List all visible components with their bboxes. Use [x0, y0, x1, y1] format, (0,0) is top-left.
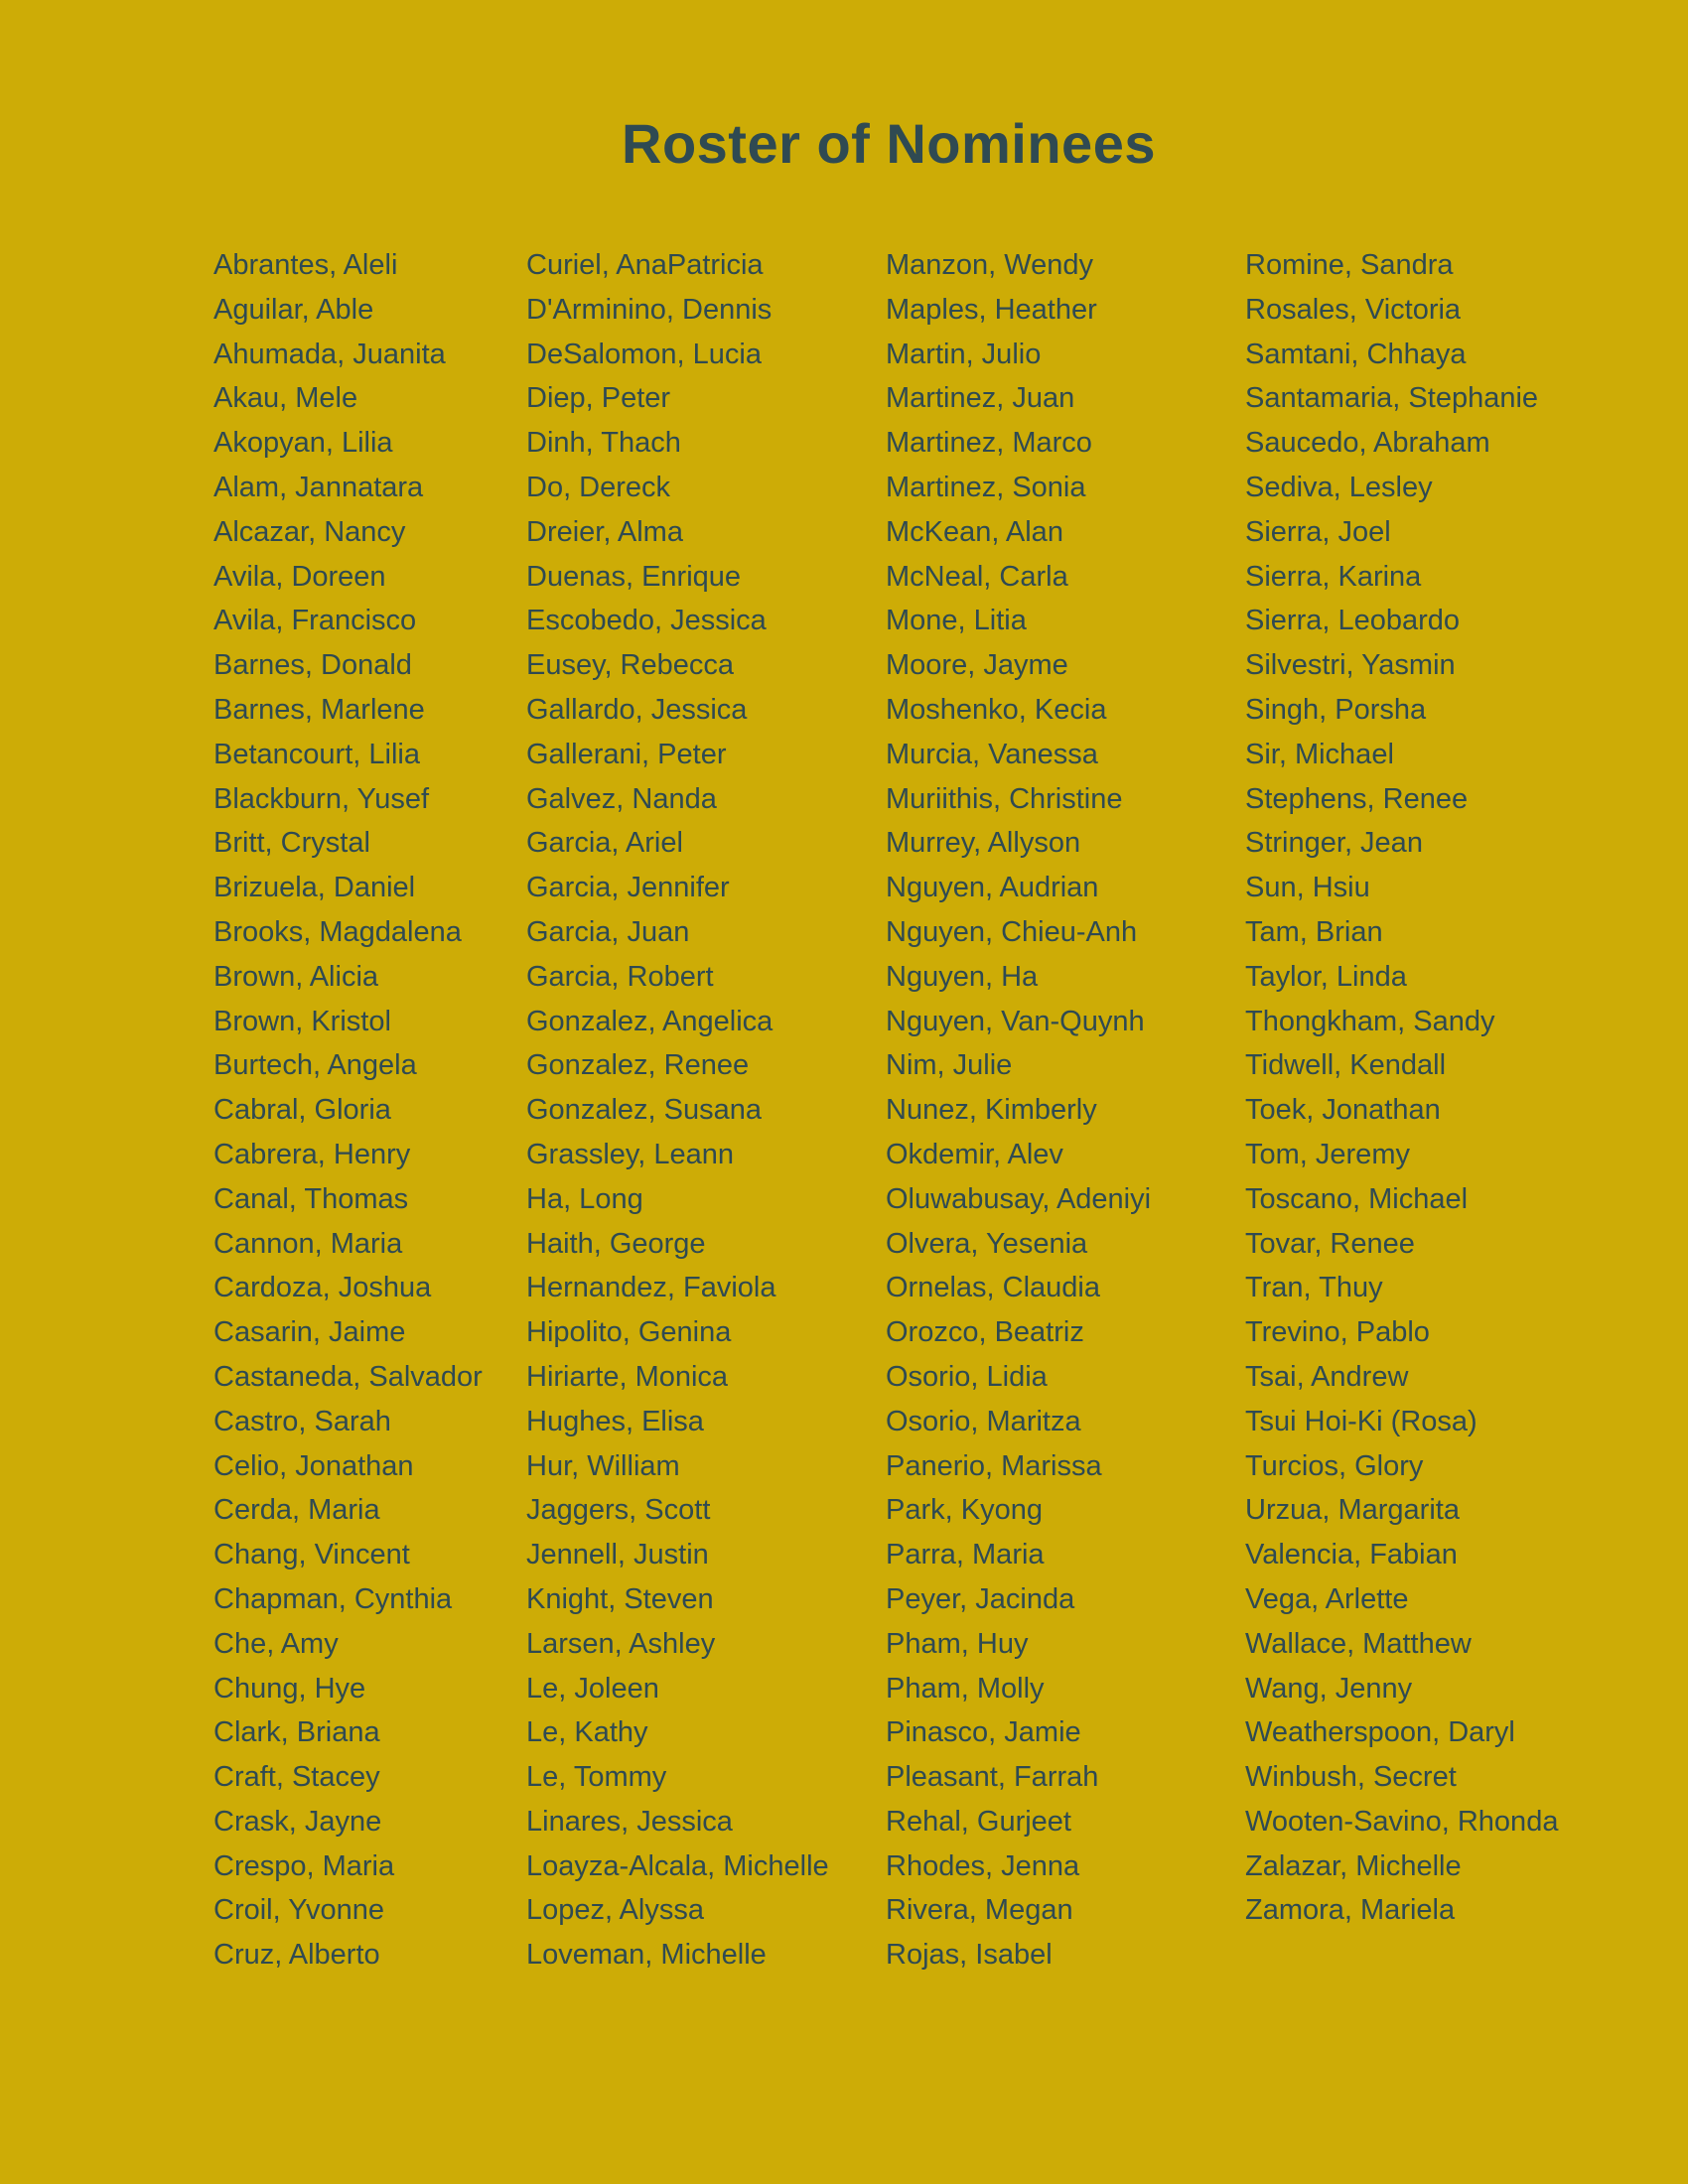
- nominee-name: Moore, Jayme: [886, 649, 1068, 682]
- nominee-name: Wang, Jenny: [1245, 1672, 1413, 1705]
- nominee-name: Osorio, Lidia: [886, 1360, 1048, 1393]
- nominee-name: Pinasco, Jamie: [886, 1716, 1081, 1749]
- nominee-name: Garcia, Ariel: [526, 827, 683, 860]
- nominee-name: Osorio, Maritza: [886, 1405, 1081, 1437]
- nominee-name: Toscano, Michael: [1245, 1182, 1469, 1215]
- nominee-name: Hipolito, Genina: [526, 1316, 732, 1349]
- nominee-name: Valencia, Fabian: [1245, 1539, 1458, 1571]
- nominee-name: Rehal, Gurjeet: [886, 1805, 1071, 1838]
- nominee-name: Escobedo, Jessica: [526, 605, 767, 637]
- nominee-name: Brizuela, Daniel: [213, 872, 416, 904]
- nominee-name: Martinez, Sonia: [886, 471, 1086, 503]
- nominee-name: Chang, Vincent: [213, 1539, 410, 1571]
- nominee-name: Mone, Litia: [886, 605, 1027, 637]
- nominee-name: Gallerani, Peter: [526, 738, 727, 770]
- nominee-name: Zamora, Mariela: [1245, 1894, 1456, 1927]
- nominee-column-2: [526, 243, 829, 1978]
- nominee-name: Ornelas, Claudia: [886, 1272, 1100, 1304]
- nominee-name: Sediva, Lesley: [1245, 471, 1433, 503]
- nominee-name: Chapman, Cynthia: [213, 1582, 453, 1615]
- nominee-name: Tsai, Andrew: [1245, 1360, 1409, 1393]
- nominee-name: Tam, Brian: [1245, 915, 1383, 948]
- nominee-name: Taylor, Linda: [1245, 960, 1407, 993]
- nominee-name: Sierra, Joel: [1245, 515, 1391, 548]
- nominee-name: Santamaria, Stephanie: [1245, 382, 1539, 415]
- nominee-name: Panerio, Marissa: [886, 1449, 1102, 1482]
- nominee-name: Oluwabusay, Adeniyi: [886, 1182, 1152, 1215]
- nominee-name: Hur, William: [526, 1449, 680, 1482]
- nominee-name: Cerda, Maria: [213, 1494, 380, 1527]
- nominee-name: Nguyen, Ha: [886, 960, 1039, 993]
- nominee-name: McNeal, Carla: [886, 560, 1068, 593]
- nominee-name: Crespo, Maria: [213, 1849, 395, 1882]
- nominee-name: Burtech, Angela: [213, 1049, 417, 1082]
- nominee-name: Moshenko, Kecia: [886, 693, 1107, 726]
- nominee-name: Toek, Jonathan: [1245, 1094, 1441, 1127]
- nominee-name: Betancourt, Lilia: [213, 738, 420, 770]
- nominee-name: Avila, Doreen: [213, 560, 386, 593]
- nominee-name: Okdemir, Alev: [886, 1138, 1063, 1170]
- nominee-name: Wooten-Savino, Rhonda: [1245, 1805, 1559, 1838]
- nominee-name: Diep, Peter: [526, 382, 671, 415]
- nominee-name: Lopez, Alyssa: [526, 1894, 704, 1927]
- nominee-name: Grassley, Leann: [526, 1138, 735, 1170]
- nominee-name: Chung, Hye: [213, 1672, 366, 1705]
- nominee-name: Weatherspoon, Daryl: [1245, 1716, 1515, 1749]
- nominee-name: Murcia, Vanessa: [886, 738, 1098, 770]
- nominee-name: Rhodes, Jenna: [886, 1849, 1080, 1882]
- nominee-name: Orozco, Beatriz: [886, 1316, 1084, 1349]
- nominee-name: Castro, Sarah: [213, 1405, 391, 1437]
- nominee-name: Rosales, Victoria: [1245, 293, 1462, 326]
- nominee-name: D'Arminino, Dennis: [526, 293, 773, 326]
- nominee-name: Akopyan, Lilia: [213, 427, 393, 460]
- nominee-name: Winbush, Secret: [1245, 1761, 1457, 1794]
- nominee-name: Ahumada, Juanita: [213, 338, 446, 370]
- nominee-name: Cruz, Alberto: [213, 1939, 380, 1972]
- nominee-name: Brooks, Magdalena: [213, 915, 462, 948]
- nominee-name: Stephens, Renee: [1245, 782, 1469, 815]
- nominee-name: Hughes, Elisa: [526, 1405, 704, 1437]
- nominee-name: Gonzalez, Renee: [526, 1049, 750, 1082]
- nominee-name: Jaggers, Scott: [526, 1494, 711, 1527]
- nominee-name: Le, Kathy: [526, 1716, 648, 1749]
- nominee-name: Jennell, Justin: [526, 1539, 709, 1571]
- nominee-name: Linares, Jessica: [526, 1805, 733, 1838]
- nominee-name: Tsui Hoi-Ki (Rosa): [1245, 1405, 1477, 1437]
- nominee-name: Sierra, Leobardo: [1245, 605, 1461, 637]
- nominee-name: Clark, Briana: [213, 1716, 380, 1749]
- nominee-name: Barnes, Marlene: [213, 693, 425, 726]
- nominee-column-1: [213, 243, 483, 1978]
- nominee-name: Tovar, Renee: [1245, 1227, 1415, 1260]
- nominee-name: Sun, Hsiu: [1245, 872, 1370, 904]
- nominee-name: Thongkham, Sandy: [1245, 1005, 1495, 1037]
- nominee-name: Singh, Porsha: [1245, 693, 1427, 726]
- nominee-name: Crask, Jayne: [213, 1805, 382, 1838]
- nominee-name: Haith, George: [526, 1227, 706, 1260]
- nominee-name: Garcia, Jennifer: [526, 872, 730, 904]
- nominee-name: Stringer, Jean: [1245, 827, 1423, 860]
- nominee-name: Vega, Arlette: [1245, 1582, 1409, 1615]
- page-title: Roster of Nominees: [622, 112, 1156, 175]
- nominee-name: Gonzalez, Angelica: [526, 1005, 774, 1037]
- nominee-name: Le, Joleen: [526, 1672, 659, 1705]
- nominee-name: Murrey, Allyson: [886, 827, 1081, 860]
- nominee-name: Alam, Jannatara: [213, 471, 424, 503]
- nominee-name: Rojas, Isabel: [886, 1939, 1053, 1972]
- nominee-name: Ha, Long: [526, 1182, 643, 1215]
- nominee-name: Alcazar, Nancy: [213, 515, 406, 548]
- nominee-name: Tran, Thuy: [1245, 1272, 1383, 1304]
- nominee-name: Sierra, Karina: [1245, 560, 1422, 593]
- nominee-name: Le, Tommy: [526, 1761, 667, 1794]
- nominee-name: Romine, Sandra: [1245, 249, 1454, 281]
- nominee-name: Zalazar, Michelle: [1245, 1849, 1462, 1882]
- nominee-name: Sir, Michael: [1245, 738, 1394, 770]
- nominee-name: Loayza-Alcala, Michelle: [526, 1849, 829, 1882]
- nominee-name: Avila, Francisco: [213, 605, 417, 637]
- nominee-name: Garcia, Juan: [526, 915, 690, 948]
- nominee-name: Wallace, Matthew: [1245, 1627, 1472, 1660]
- nominee-name: Martinez, Juan: [886, 382, 1075, 415]
- nominee-name: Rivera, Megan: [886, 1894, 1073, 1927]
- nominee-name: Che, Amy: [213, 1627, 339, 1660]
- nominee-name: Canal, Thomas: [213, 1182, 409, 1215]
- nominee-name: Tom, Jeremy: [1245, 1138, 1410, 1170]
- nominee-name: Britt, Crystal: [213, 827, 370, 860]
- nominee-name: Martinez, Marco: [886, 427, 1092, 460]
- nominee-name: Casarin, Jaime: [213, 1316, 406, 1349]
- nominee-name: Cabrera, Henry: [213, 1138, 411, 1170]
- nominee-name: Martin, Julio: [886, 338, 1042, 370]
- nominee-name: Pham, Huy: [886, 1627, 1029, 1660]
- nominee-name: Nguyen, Van-Quynh: [886, 1005, 1145, 1037]
- nominee-name: Abrantes, Aleli: [213, 249, 398, 281]
- nominee-name: Do, Dereck: [526, 471, 671, 503]
- nominee-name: Aguilar, Able: [213, 293, 374, 326]
- nominee-name: Larsen, Ashley: [526, 1627, 716, 1660]
- nominee-name: DeSalomon, Lucia: [526, 338, 762, 370]
- nominee-name: Gallardo, Jessica: [526, 693, 748, 726]
- nominee-name: Manzon, Wendy: [886, 249, 1094, 281]
- nominee-name: Maples, Heather: [886, 293, 1097, 326]
- nominee-name: Barnes, Donald: [213, 649, 412, 682]
- nominee-name: Galvez, Nanda: [526, 782, 717, 815]
- nominee-name: Eusey, Rebecca: [526, 649, 735, 682]
- nominee-name: Samtani, Chhaya: [1245, 338, 1467, 370]
- nominee-name: Tidwell, Kendall: [1245, 1049, 1447, 1082]
- nominee-name: Park, Kyong: [886, 1494, 1043, 1527]
- nominee-name: Akau, Mele: [213, 382, 358, 415]
- nominee-name: Curiel, AnaPatricia: [526, 249, 764, 281]
- nominee-name: Blackburn, Yusef: [213, 782, 430, 815]
- nominee-name: Gonzalez, Susana: [526, 1094, 762, 1127]
- nominee-name: Trevino, Pablo: [1245, 1316, 1430, 1349]
- nominee-name: Castaneda, Salvador: [213, 1360, 483, 1393]
- nominee-name: Craft, Stacey: [213, 1761, 380, 1794]
- nominee-name: Duenas, Enrique: [526, 560, 742, 593]
- nominee-name: Parra, Maria: [886, 1539, 1045, 1571]
- nominee-name: Urzua, Margarita: [1245, 1494, 1460, 1527]
- nominee-name: Brown, Kristol: [213, 1005, 391, 1037]
- nominee-name: Muriithis, Christine: [886, 782, 1123, 815]
- nominee-name: Dinh, Thach: [526, 427, 681, 460]
- nominee-name: McKean, Alan: [886, 515, 1063, 548]
- nominee-name: Celio, Jonathan: [213, 1449, 414, 1482]
- nominee-name: Cannon, Maria: [213, 1227, 403, 1260]
- nominee-name: Pham, Molly: [886, 1672, 1045, 1705]
- nominee-name: Turcios, Glory: [1245, 1449, 1424, 1482]
- nominee-name: Nguyen, Audrian: [886, 872, 1099, 904]
- nominee-name: Olvera, Yesenia: [886, 1227, 1088, 1260]
- nominee-name: Nguyen, Chieu-Anh: [886, 915, 1138, 948]
- nominee-name: Garcia, Robert: [526, 960, 714, 993]
- nominee-name: Cabral, Gloria: [213, 1094, 391, 1127]
- nominee-column-3: [886, 243, 1151, 1978]
- nominee-name: Silvestri, Yasmin: [1245, 649, 1456, 682]
- nominee-name: Nim, Julie: [886, 1049, 1013, 1082]
- nominee-name: Hiriarte, Monica: [526, 1360, 729, 1393]
- nominee-name: Peyer, Jacinda: [886, 1582, 1075, 1615]
- nominee-name: Nunez, Kimberly: [886, 1094, 1097, 1127]
- nominee-name: Loveman, Michelle: [526, 1939, 767, 1972]
- nominee-column-4: [1245, 243, 1558, 1933]
- nominee-name: Saucedo, Abraham: [1245, 427, 1490, 460]
- nominee-name: Pleasant, Farrah: [886, 1761, 1099, 1794]
- nominee-name: Knight, Steven: [526, 1582, 714, 1615]
- nominee-name: Brown, Alicia: [213, 960, 379, 993]
- nominee-name: Cardoza, Joshua: [213, 1272, 432, 1304]
- nominee-name: Dreier, Alma: [526, 515, 683, 548]
- nominee-name: Croil, Yvonne: [213, 1894, 384, 1927]
- nominee-name: Hernandez, Faviola: [526, 1272, 776, 1304]
